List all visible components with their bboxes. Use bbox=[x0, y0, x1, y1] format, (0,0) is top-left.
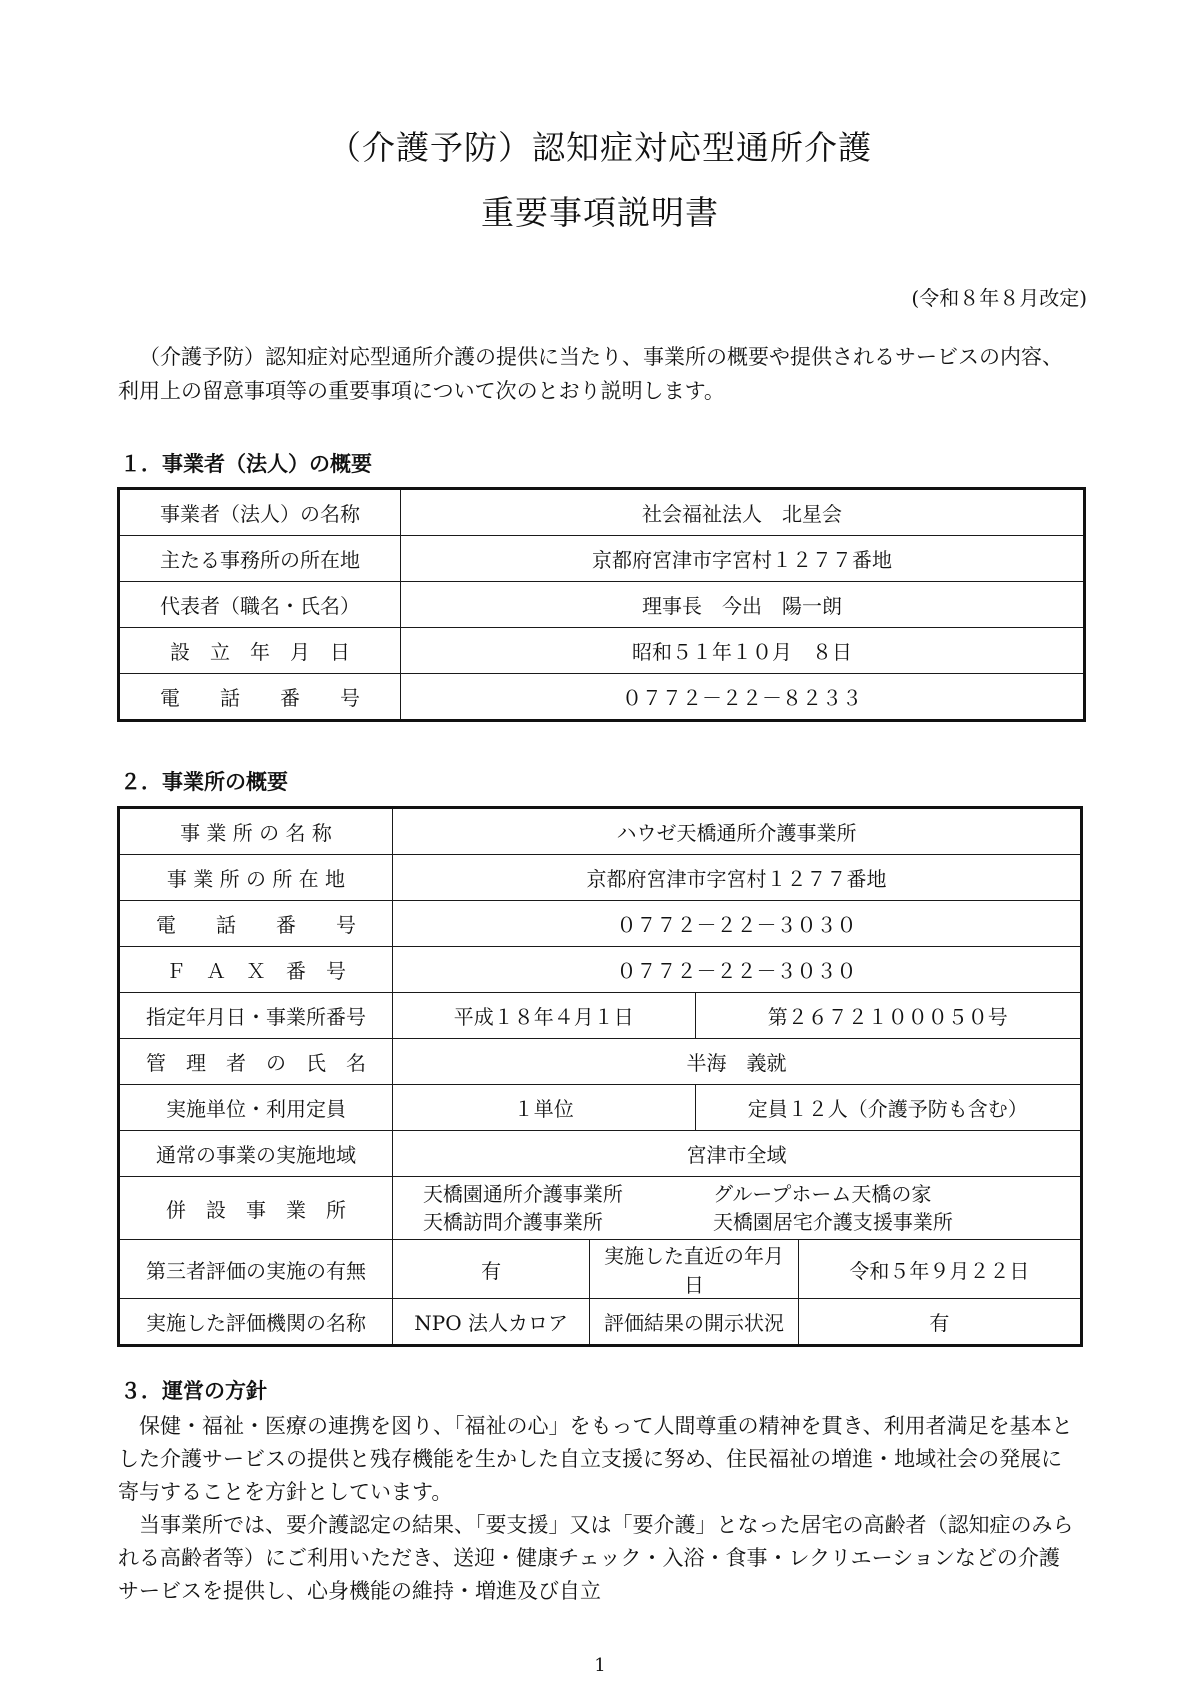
policy-paragraph: 当事業所では、要介護認定の結果、「要支援」又は「要介護」となった居宅の高齢者（認知症のみられる高齢者等）にご利用いただき、送迎・健康チェック・入浴・食事・レクリエーションなどの介護サービスを提供し、心身機能の維持・増進及び自立 bbox=[118, 1513, 1074, 1603]
row-label: 電 話 番 号 bbox=[119, 674, 401, 721]
facilities-list bbox=[392, 1177, 1081, 1240]
facility-name: グループホーム天橋の家 bbox=[712, 1182, 932, 1206]
row-label: 事業者（法人）の名称 bbox=[119, 489, 401, 536]
office-address-value: 京都府宮津市字宮村１２７７番地 bbox=[392, 855, 1081, 901]
row-value: ０７７２－２２－８２３３ bbox=[401, 674, 1085, 721]
table-row bbox=[119, 489, 1085, 536]
intro-text: （介護予防）認知症対応型通所介護の提供に当たり、事業所の概要や提供されるサービスの内容、利用上の留意事項等の重要事項について次のとおり説明します。 bbox=[118, 345, 1063, 403]
table-row bbox=[119, 628, 1085, 674]
table-row bbox=[119, 993, 1082, 1039]
designation-date: 平成１８年４月１日 bbox=[392, 993, 695, 1039]
section3-heading: ３．運営の方針 bbox=[120, 1378, 267, 1403]
list-item bbox=[423, 1208, 1074, 1236]
manager-value: 半海 義就 bbox=[392, 1039, 1081, 1085]
section2-heading: ２．事業所の概要 bbox=[120, 769, 288, 794]
agency-value: NPO 法人カロア bbox=[392, 1299, 589, 1346]
manager-label: 管 理 者 の 氏 名 bbox=[119, 1039, 393, 1085]
list-item bbox=[423, 1180, 1074, 1208]
table-row bbox=[119, 1299, 1082, 1346]
table-row bbox=[119, 855, 1082, 901]
table-row bbox=[119, 674, 1085, 721]
capacity-value: 定員１２人（介護予防も含む） bbox=[695, 1085, 1082, 1131]
tel-label: 電 話 番 号 bbox=[119, 901, 393, 947]
office-overview-table bbox=[117, 806, 1083, 1347]
section1-heading: １．事業者（法人）の概要 bbox=[120, 451, 372, 476]
row-label: 代表者（職名・氏名） bbox=[119, 582, 401, 628]
operator-overview-table bbox=[117, 487, 1086, 722]
row-value: 京都府宮津市字宮村１２７７番地 bbox=[401, 536, 1085, 582]
policy-paragraph: 保健・福祉・医療の連携を図り、「福祉の心」をもって人間尊重の精神を貫き、利用者満足を基本とした介護サービスの提供と残存機能を生かした自立支援に努め、住民福祉の増進・地域社会の発展に寄与することを方針としています。 bbox=[118, 1414, 1073, 1504]
revision-note: (令和８年８月改定) bbox=[911, 286, 1087, 310]
agency-label: 実施した評価機関の名称 bbox=[119, 1299, 393, 1346]
unit-value: １単位 bbox=[392, 1085, 695, 1131]
office-name-label: 事 業 所 の 名 称 bbox=[119, 808, 393, 855]
third-party-value: 有 bbox=[392, 1240, 589, 1299]
table-row bbox=[119, 808, 1082, 855]
table-row bbox=[119, 536, 1085, 582]
facility-name: 天橋園通所介護事業所 bbox=[422, 1182, 623, 1206]
designation-number: 第２６７２１０００５０号 bbox=[695, 993, 1082, 1039]
table-row bbox=[119, 1177, 1082, 1240]
table-row bbox=[119, 1085, 1082, 1131]
facility-name: 天橋訪問介護事業所 bbox=[422, 1210, 603, 1234]
table-row bbox=[119, 1039, 1082, 1085]
row-value: 社会福祉法人 北星会 bbox=[401, 489, 1085, 536]
unit-label: 実施単位・利用定員 bbox=[119, 1085, 393, 1131]
table-row bbox=[119, 947, 1082, 993]
fax-value: ０７７２－２２－３０３０ bbox=[392, 947, 1081, 993]
table-row bbox=[119, 1240, 1082, 1299]
area-label: 通常の事業の実施地域 bbox=[119, 1131, 393, 1177]
tel-value: ０７７２－２２－３０３０ bbox=[392, 901, 1081, 947]
designation-label: 指定年月日・事業所番号 bbox=[119, 993, 393, 1039]
row-label: 主たる事務所の所在地 bbox=[119, 536, 401, 582]
area-value: 宮津市全域 bbox=[392, 1131, 1081, 1177]
table-row bbox=[119, 582, 1085, 628]
latest-date-label: 実施した直近の年月日 bbox=[590, 1240, 799, 1299]
fax-label: Ｆ Ａ Ｘ 番 号 bbox=[119, 947, 393, 993]
office-name-value: ハウゼ天橋通所介護事業所 bbox=[392, 808, 1081, 855]
row-value: 昭和５１年１０月 ８日 bbox=[401, 628, 1085, 674]
table-row bbox=[119, 1131, 1082, 1177]
document-title-line2: 重要事項説明書 bbox=[481, 193, 719, 232]
policy-text bbox=[118, 1410, 1078, 1608]
latest-date-value: 令和５年９月２２日 bbox=[798, 1240, 1081, 1299]
table-row bbox=[119, 901, 1082, 947]
row-label: 設 立 年 月 日 bbox=[119, 628, 401, 674]
row-value: 理事長 今出 陽一朗 bbox=[401, 582, 1085, 628]
facilities-label: 併 設 事 業 所 bbox=[119, 1177, 393, 1240]
page-number: 1 bbox=[594, 1655, 606, 1676]
disclosure-label: 評価結果の開示状況 bbox=[590, 1299, 799, 1346]
intro-paragraph bbox=[118, 340, 1078, 408]
facility-name: 天橋園居宅介護支援事業所 bbox=[712, 1210, 953, 1234]
disclosure-value: 有 bbox=[798, 1299, 1081, 1346]
third-party-label: 第三者評価の実施の有無 bbox=[119, 1240, 393, 1299]
office-address-label: 事 業 所 の 所 在 地 bbox=[119, 855, 393, 901]
document-title-line1: （介護予防）認知症対応型通所介護 bbox=[328, 128, 872, 167]
